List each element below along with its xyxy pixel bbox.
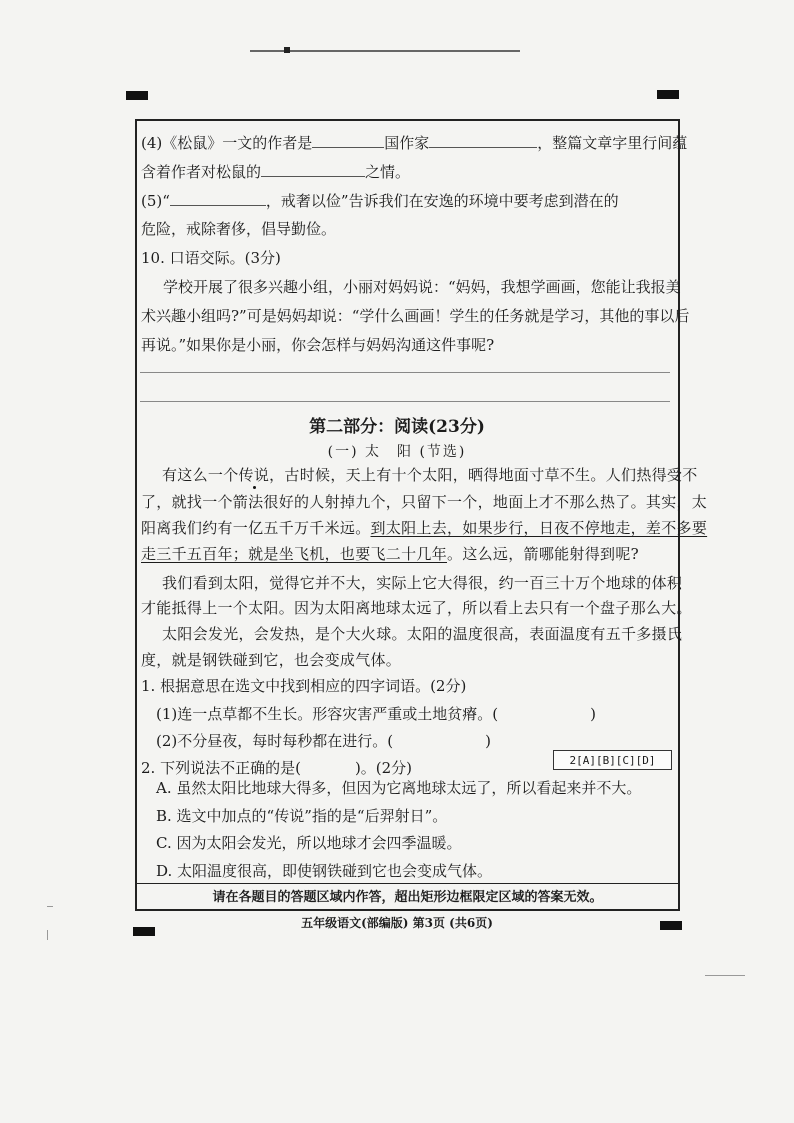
q10-para-3: 再说。”如果你是小丽，你会怎样与妈妈沟通这件事呢? — [141, 336, 495, 354]
passage-line-7: 太阳会发光，会发热，是个大火球。太阳的温度很高，表面温度有五千多摄氏 — [162, 625, 683, 643]
page-footer: 五年级语文(部编版) 第3页 (共6页) — [301, 916, 493, 930]
q10-para-1: 学校开展了很多兴趣小组，小丽对妈妈说：“妈妈，我想学画画，您能让我报美 — [163, 278, 681, 296]
q9-4-blank-feeling[interactable] — [261, 160, 365, 177]
q1-item-1-close: ) — [590, 705, 596, 723]
passage-line-3 — [141, 517, 707, 539]
passage-line-1 — [162, 464, 698, 486]
q9-4-blank-author[interactable] — [429, 131, 537, 148]
passage-line-2: 了，就找一个箭法很好的人射掉九个，只留下一个，地面上才不那么热了。其实，太 — [141, 493, 708, 511]
scan-top-tick — [284, 47, 290, 53]
q2-title-pre: 2. 下列说法不正确的是( — [141, 759, 301, 777]
q1-title: 1. 根据意思在选文中找到相应的四字词语。(2分) — [141, 677, 467, 695]
q2-option-a: A. 虽然太阳比地球大得多，但因为它离地球太远了，所以看起来并不大。 — [156, 779, 642, 797]
passage-underlined-1: 到太阳上去，如果步行，日夜不停地走，差不多要 — [370, 519, 708, 537]
scan-edge-mark-2 — [47, 930, 48, 940]
registration-mark-top-right — [657, 90, 679, 99]
passage-line-4 — [141, 543, 639, 565]
passage-s3-pre: 阳离我们约有一亿五千万千米远。 — [141, 519, 371, 537]
q9-4-text-b: 国作家 — [384, 134, 430, 152]
q9-5-text-b: ，戒奢以俭”告诉我们在安逸的环境中要考虑到潜在的 — [265, 192, 619, 210]
q9-5-blank-quote[interactable] — [170, 189, 266, 206]
q2-option-c: C. 因为太阳会发光，所以地球才会四季温暖。 — [156, 834, 462, 852]
q2-title-post: )。(2分) — [354, 759, 413, 777]
passage-line-6: 才能抵得上一个太阳。因为太阳离地球太远了，所以看上去只有一个盘子那么大。 — [141, 599, 692, 617]
q10-para-2: 术兴趣小组吗?”可是妈妈却说：“学什么画画！学生的任务就是学习，其他的事以后 — [141, 307, 690, 325]
q9-4-text-d: 含着作者对松鼠的 — [141, 163, 262, 181]
passage-s1-pre: 有这么一个 — [162, 466, 239, 484]
q2-title — [141, 757, 412, 779]
q1-item-2-close: ) — [485, 732, 491, 750]
q9-5-text-a: (5)“ — [141, 192, 170, 210]
q9-4-blank-country[interactable] — [312, 131, 384, 148]
passage-line-8: 度，就是钢铁碰到它，也会变成气体。 — [141, 651, 402, 669]
part2-title: 第二部分：阅读(23分) — [309, 417, 485, 437]
q10-title: 10. 口语交际。(3分) — [141, 249, 281, 267]
q9-4-text-a: (4)《松鼠》一文的作者是 — [141, 134, 313, 152]
passage-line-5: 我们看到太阳，觉得它并不大，实际上它大得很，约一百三十万个地球的体积 — [162, 574, 683, 592]
q1-item-1-text: (1)连一点草都不生长。形容灾害严重或土地贫瘠。( — [156, 705, 499, 723]
passage-title: (一) 太 阳 (节选) — [327, 444, 467, 460]
passage-s4-post: 。这么远，箭哪能射得到呢? — [447, 545, 639, 563]
q9-5-line1 — [141, 189, 619, 212]
q9-4-text-c: ，整篇文章字里行间蕴 — [537, 134, 688, 152]
q2-option-b: B. 选文中加点的“传说”指的是“后羿射日”。 — [156, 807, 448, 825]
scan-top-rule — [250, 50, 520, 52]
q9-4-text-e: 之情。 — [365, 163, 411, 181]
passage-dotted-word: 传说 — [238, 466, 270, 484]
scan-edge-mark-3 — [705, 975, 745, 976]
q2-option-d: D. 太阳温度很高，即使钢铁碰到它也会变成气体。 — [156, 862, 493, 880]
q2-answer-bubbles[interactable]: 2[A][B][C][D] — [553, 750, 672, 770]
passage-s1-post: ，古时候，天上有十个太阳，晒得地面寸草不生。人们热得受不 — [269, 466, 698, 484]
q10-answer-line-2[interactable] — [140, 401, 670, 402]
q9-4-line2 — [141, 160, 410, 183]
q9-5-text-c: 危险，戒除奢侈，倡导勤俭。 — [141, 220, 337, 238]
scan-edge-mark — [47, 906, 53, 907]
answer-area-notice: 请在各题目的答题区域内作答，超出矩形边框限定区域的答案无效。 — [135, 883, 680, 912]
q1-item-2-text: (2)不分昼夜，每时每秒都在进行。( — [156, 732, 394, 750]
q9-5-line2 — [141, 218, 336, 240]
passage-underlined-2: 走三千五百年；就是坐飞机，也要飞二十几年 — [141, 545, 448, 563]
q10-answer-line-1[interactable] — [140, 372, 670, 373]
q1-item-2 — [156, 730, 491, 752]
q9-4-line1 — [141, 131, 687, 154]
q1-item-1 — [156, 703, 596, 725]
registration-mark-top-left — [126, 91, 148, 100]
